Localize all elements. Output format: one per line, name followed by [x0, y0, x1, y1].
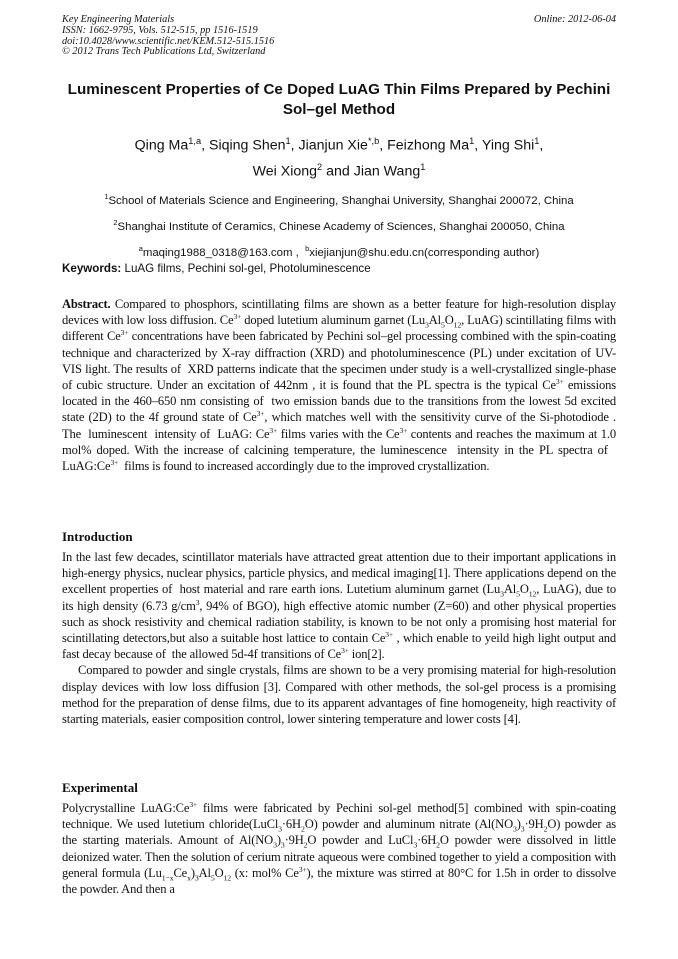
email-link-b[interactable]: xiejianjun@shu.edu.cn(corresponding author) — [309, 246, 540, 259]
paper-title: Luminescent Properties of Ce Doped LuAG Thin Films Prepared by Pechini Sol–gel Method — [67, 81, 611, 118]
section-heading-experimental: Experimental — [62, 780, 138, 795]
affiliation-1: $^1$School of Materials Science and Engineering, Shanghai University, Shanghai 200072, China — [104, 192, 574, 207]
keywords — [62, 262, 616, 275]
affiliations — [62, 186, 616, 263]
author-name: Siqing Shen — [208, 137, 286, 154]
doi-line: doi:10.4028/www.scientific.net/KEM.512-515.1516 — [62, 35, 275, 47]
experimental-text: Polycrystalline $LuAG:Ce^{3+}$ films were fabricated by Pechini sol-gel method[5] combined with spin-coating technique. We used lutetium $chloride(LuCl_3\cdot 6H_2O)$ powder and aluminum nitrate $(Al(NO_3)_3\cdot 9H_2O)$ powder as the starting materials. Amount of $Al(NO_3)_3\cdot 9H_2O$ powder and $LuCl_3\cdot 6H_2O$ powder were dissolved in little deionized water. Then the solution of cerium nitrate aqueous were combined together to yield a composition with general formula $(Lu_{1-x}Ce_x)_3Al_5O_{12}$ (x: mol% $Ce^{3+}$), the mixture was stirred at 80°C for 1.5h in order to dissolve the powder. And then a — [62, 799, 616, 897]
author-list: Qing Ma$^{1,a}$, Siqing Shen$^1$, Jianjun Xie$^{*,b}$, Feizhong Ma$^1$, Ying Shi$^1$, Wei Xiong$^2$ and Jian Wang$^1$ — [134, 136, 544, 180]
abstract-label: Abstract. — [62, 297, 111, 311]
keywords-label: Keywords: — [62, 262, 122, 275]
keywords-text: LuAG films, Pechini sol-gel, Photoluminescence — [124, 262, 371, 275]
affiliation-2: $^2$Shanghai Institute of Ceramics, Chinese Academy of Sciences, Shanghai 200050, China — [113, 217, 565, 233]
author-name: Qing Ma — [134, 137, 189, 154]
author-name: Ying Shi — [481, 137, 535, 154]
author-name: Wei Xiong — [252, 163, 318, 180]
journal-name: Key Engineering Materials — [62, 14, 175, 25]
email-link-a[interactable]: maqing1988_0318@163.com — [142, 246, 293, 259]
section-heading-introduction: Introduction — [62, 529, 133, 544]
introduction-text: In the last few decades, scintillator materials have attracted great attention due to their important applications in high-energy physics, nuclear physics, particle physics, and medical imaging[1]. There applications depend on the excellent properties of host material and rare earth ions. Lutetium aluminum garnet ($Lu_3Al_5O_{12}$, LuAG), due to its high density (6.73 $g/cm^3$, 94% of BGO), high effective atomic number (Z=60) and other physical properties such as shock resistivity and chemical radiation stability, is known to be not only a promising host material for scintillating detectors,but also a suitable host lattice to contain $Ce^{3+}$ , which enable to yeild high light output and fast decay because of the allowed 5d-4f transitions of $Ce^{3+}$ ion[2]. Compared to powder and single crystals, films are shown to be a very promising material for high-resolution display devices with low loss diffusion [3]. Compared with other methods, the sol-gel process is a promising method for the preparation of dense films, due to its apparent advantages of fine homogeneity, high reactivity of starting materials, easier composition control, lower sintering temperature and lower costs [4]. — [62, 550, 617, 727]
author-name: Feizhong Ma — [387, 137, 470, 154]
abstract-paragraph: Abstract. Compared to phosphors, scintillating films are shown as a better feature for high-resolution display devices with low loss diffusion. $Ce^{3+}$ doped lutetium aluminum garnet ($Lu_3Al_5O_{12}$, LuAG) scintillating films with different $Ce^{3+}$ concentrations have been fabricated by Pechini sol–gel processing combined with the spin-coating technique and characterized by X-ray diffraction (XRD) and photoluminescence (PL) under excitation of UV-VIS light. The results of XRD patterns indicate that the specimen under study is a well-crystallized single-phase of cubic structure. Under an excitation of 442nm , it is found that the PL spectra is the typical $Ce^{3+}$ emissions located in the 460–650 nm consisting of two emission bands due to the transitions from the lowest 5d excited state (2D) to the 4f ground state of $Ce^{3+}$, which matches well with the sensitivity curve of the Si-photodiode . The luminescent intensity of LuAG: $Ce^{3+}$ films varies with the $Ce^{3+}$ contents and reaches the maximum at 1.0 mol% doped. With the increase of calcining temperature, the luminescence intensity in the PL spectra of $LuAG:Ce^{3+}$ films is found to increased accordingly due to the improved crystallization. — [62, 297, 616, 474]
author-name: Jian Wang — [353, 163, 421, 180]
online-date: Online: 2012-06-04 — [533, 14, 616, 25]
email-line: $^a$maqing1988_0318@163.com , $^b$xiejianjun@shu.edu.cn(corresponding author) — [138, 243, 540, 259]
copyright-line: © 2012 Trans Tech Publications Ltd, Switzerland — [62, 46, 266, 58]
issn-line: ISSN: 1662-9795, Vols. 512-515, pp 1516-1519 — [62, 24, 258, 36]
journal-header — [62, 15, 616, 58]
author-name: Jianjun Xie — [298, 137, 368, 154]
